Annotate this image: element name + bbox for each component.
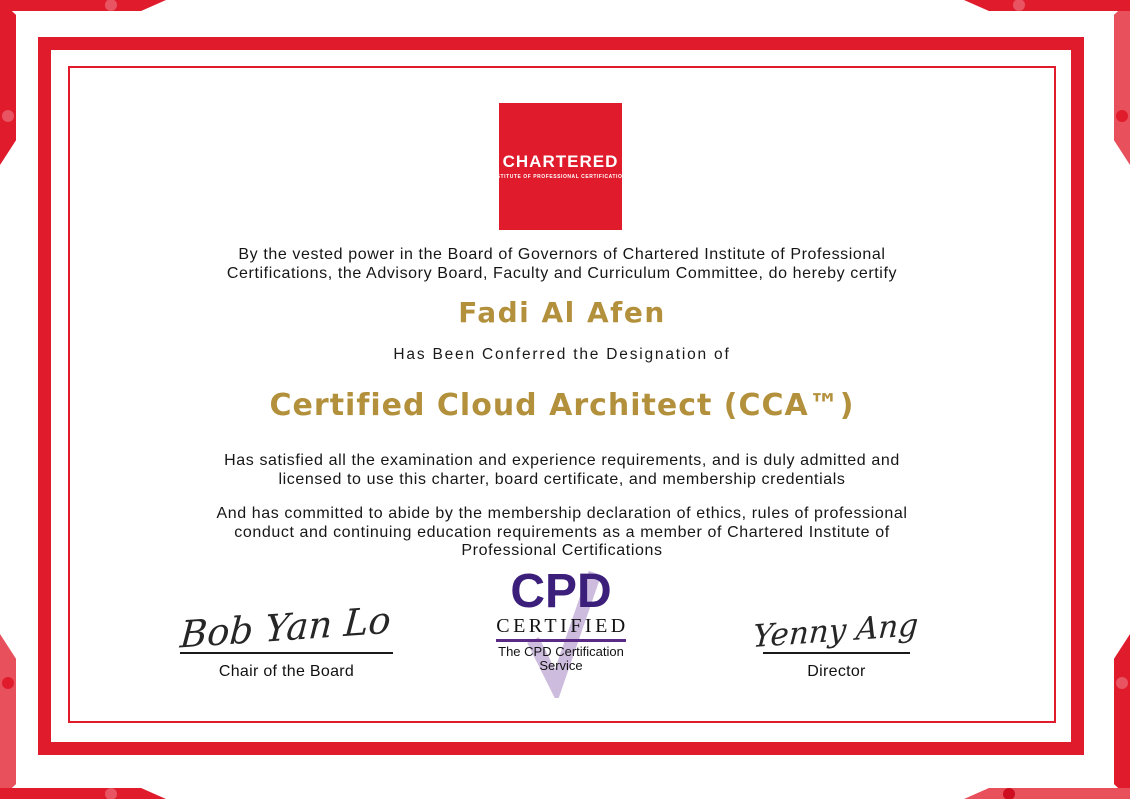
ribbon-dot: [2, 110, 14, 122]
ribbon-dot: [105, 788, 117, 799]
ribbon-arm: [964, 0, 1130, 11]
cpd-certified-label: CERTIFIED: [496, 615, 629, 638]
ribbon-dot: [1013, 0, 1025, 11]
ribbon-arm: [0, 0, 166, 11]
requirements-line-1: Has satisfied all the examination and experience requirements, and is duly admitted and: [224, 452, 900, 469]
cpd-service-label: [481, 645, 641, 673]
ribbon-dot: [1116, 110, 1128, 122]
director-signature: Yenny Ang: [751, 607, 920, 656]
logo-text-main: CHARTER: [502, 152, 593, 171]
recipient-name: Fadi Al Afen: [458, 296, 666, 329]
cpd-logo-text: [481, 565, 641, 673]
director-role-label: Director: [807, 663, 866, 680]
ribbon-dot: [1116, 677, 1128, 689]
ribbon-arm: [964, 788, 1130, 799]
ribbon-dot: [1003, 788, 1015, 799]
institute-logo-subtitle: INSTITUTE OF PROFESSIONAL CERTIFICATIONS: [490, 174, 631, 180]
signature-block-chair: [180, 578, 393, 681]
cpd-service-line-1: The CPD Certification: [498, 643, 624, 659]
designation-title: Certified Cloud Architect (CCA™): [269, 388, 855, 423]
intro-line-2: Certifications, the Advisory Board, Faculty and Curriculum Committee, do hereby certify: [226, 264, 898, 282]
chair-role-label: Chair of the Board: [218, 663, 355, 680]
cpd-certified-logo: [481, 565, 641, 698]
requirements-line-2: licensed to use this charter, board certificate, and membership credentials: [278, 470, 846, 488]
logo-text-accent: ED: [592, 152, 619, 171]
commitment-line-3: Professional Certifications: [461, 542, 663, 559]
intro-line-1: By the vested power in the Board of Governors of Chartered Institute of Professional: [238, 246, 886, 263]
cpd-service-line-2: Service: [539, 657, 583, 673]
institute-logo: [490, 103, 631, 230]
ribbon-arm: [1114, 0, 1130, 165]
ribbon-dot: [2, 677, 14, 689]
commitment-line-1: And has committed to abide by the membership declaration of ethics, rules of professional: [216, 505, 908, 522]
ribbon-arm: [0, 0, 16, 165]
cpd-acronym: CPD: [510, 565, 612, 618]
intro-paragraph: [0, 246, 1124, 283]
commitment-line-2: conduct and continuing education requirements as a member of Chartered Institute of: [234, 523, 890, 541]
ribbon-arm: [0, 634, 16, 799]
institute-logo-wordmark: [503, 153, 619, 170]
conferral-text: Has Been Conferred the Designation of: [393, 346, 731, 363]
ribbon-arm: [0, 788, 166, 799]
signature-block-director: [751, 584, 920, 681]
chair-signature: Bob Yan Lo: [178, 598, 393, 657]
requirements-paragraph: [0, 452, 1124, 489]
commitment-paragraph: [0, 505, 1124, 561]
cpd-underline: [496, 639, 626, 642]
ribbon-arm: [1114, 634, 1130, 799]
ribbon-dot: [105, 0, 117, 11]
